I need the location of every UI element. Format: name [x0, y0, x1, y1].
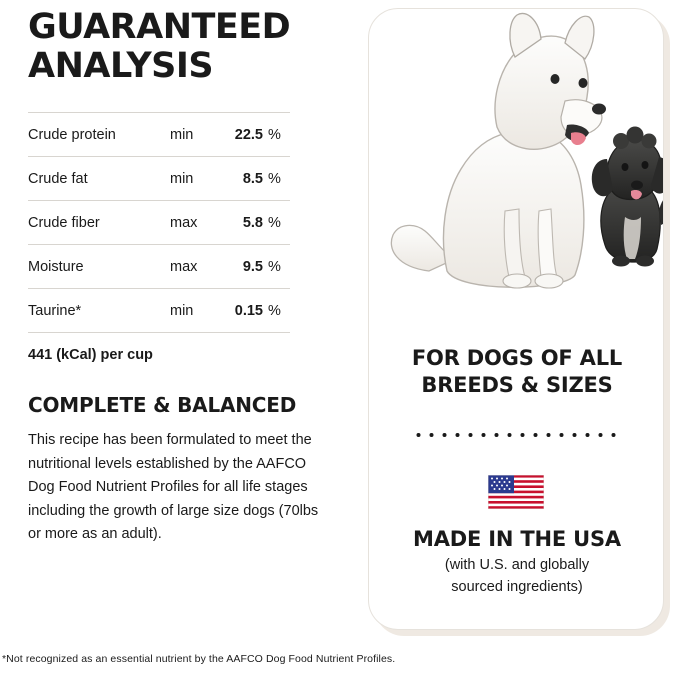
table-row [28, 245, 290, 289]
nutrient-name: Taurine* [28, 303, 82, 320]
table-row [28, 289, 290, 333]
made-in-usa-subtext [369, 555, 664, 599]
breeds-line-2: BREEDS & SIZES [421, 372, 613, 397]
dotted-divider [417, 433, 616, 437]
table-row [28, 201, 290, 245]
nutrient-value: 22.5 [234, 127, 263, 144]
nutrient-name: Moisture [28, 259, 84, 276]
usa-flag-icon [488, 475, 544, 509]
nutrient-unit: % [268, 259, 281, 276]
nutrient-name: Crude protein [28, 127, 116, 144]
nutrient-unit: % [268, 127, 281, 144]
nutrient-unit: % [268, 303, 281, 320]
nutrient-qualifier: min [170, 171, 194, 188]
illustration-two-dogs [369, 9, 664, 339]
usa-sub-line-1: (with U.S. and globally [444, 557, 590, 573]
table-row [28, 157, 290, 201]
nutrient-value: 8.5 [242, 171, 263, 188]
complete-balanced-title: COMPLETE & BALANCED [28, 393, 297, 418]
nutrient-unit: % [268, 171, 281, 188]
breeds-heading [369, 345, 664, 399]
guaranteed-analysis-table [28, 112, 290, 333]
info-card [368, 8, 664, 630]
usa-sub-line-2: sourced ingredients) [451, 578, 583, 595]
nutrient-value: 5.8 [242, 215, 263, 232]
guaranteed-analysis-section [28, 8, 340, 547]
calorie-content: 441 (kCal) per cup [28, 347, 153, 364]
footnote: *Not recognized as an essential nutrient by the AAFCO Dog Food Nutrient Profiles. [2, 653, 396, 665]
page-title: GUARANTEED ANALYSIS [28, 7, 291, 87]
complete-balanced-body: This recipe has been formulated to meet the nutritional levels established by the AAFCO Dog Food Nutrient Profiles for all life stages including the growth of large size dogs (70lbs or more as an adult). [28, 432, 319, 543]
nutrient-value: 9.5 [242, 259, 263, 276]
nutrient-name: Crude fat [28, 171, 88, 188]
nutrient-qualifier: min [170, 303, 194, 320]
table-row [28, 113, 290, 157]
nutrient-qualifier: max [170, 259, 198, 276]
breeds-line-1: FOR DOGS OF ALL [411, 346, 623, 370]
nutrient-value: 0.15 [234, 303, 263, 320]
nutrient-qualifier: min [170, 127, 194, 144]
nutrient-unit: % [268, 215, 281, 232]
nutrient-name: Crude fiber [28, 215, 100, 232]
made-in-usa-heading: MADE IN THE USA [413, 527, 621, 551]
nutrient-qualifier: max [170, 215, 198, 232]
